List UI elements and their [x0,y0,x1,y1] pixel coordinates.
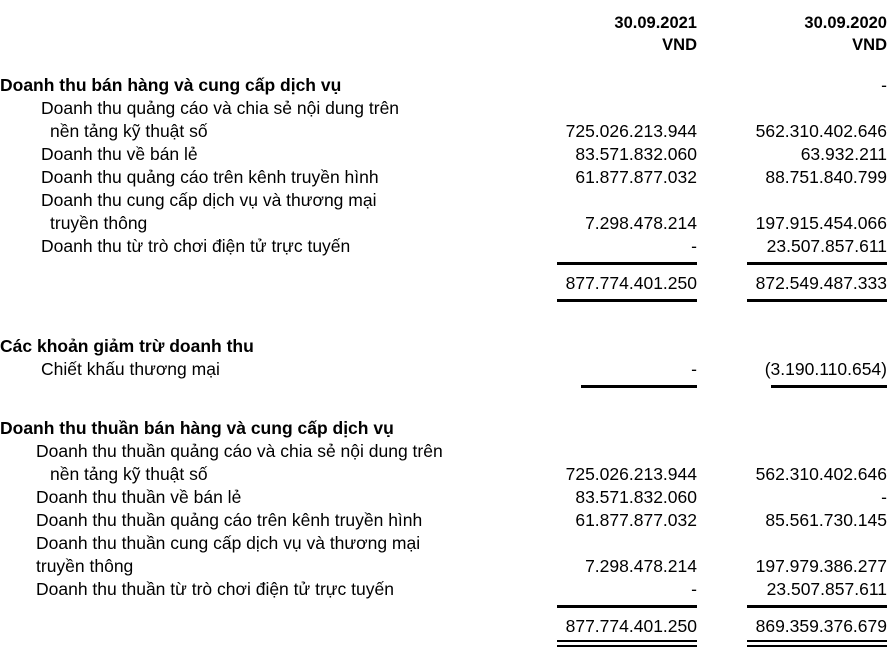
row-value-2021: 725.026.213.944 [565,121,697,141]
row-label-line1: Doanh thu thuần quảng cáo và chia sẻ nội dung trên [36,441,443,461]
horizontal-rule [771,385,887,388]
row-value-2021: - [691,359,697,379]
horizontal-rule [747,605,887,608]
table-row [0,578,887,601]
table-row [0,555,887,578]
row-value-2020: 23.507.857.611 [766,236,887,256]
table-header-units [0,34,887,56]
table-row [0,212,887,235]
row-value-2020: (3.190.110.654) [764,359,887,379]
row-label-line1: Doanh thu cung cấp dịch vụ và thương mại [41,190,377,210]
row-label-line1: Doanh thu thuần quảng cáo trên kênh truyền hình [36,510,423,530]
row-value-2021: 61.877.877.032 [575,510,697,530]
row-value-2021: 725.026.213.944 [565,464,697,484]
table-row [0,166,887,189]
horizontal-rule [581,385,697,388]
section-net-revenue-title: Doanh thu thuần bán hàng và cung cấp dịch vụ [0,418,394,438]
section-net-revenue-title-v1 [507,417,697,440]
double-horizontal-rule [747,640,887,647]
table-row [0,143,887,166]
row-label-line1: Doanh thu thuần từ trò chơi điện tử trực tuyến [36,579,394,599]
total-value-2020: 869.359.376.679 [755,616,887,636]
section-title-row [0,335,887,358]
row-label-line2: nền tảng kỹ thuật số [50,121,208,141]
table-row [0,189,887,212]
row-value-2020: 562.310.402.646 [755,121,887,141]
table-row [0,509,887,532]
table-row [0,486,887,509]
section-gross-revenue-title-v2: - [881,75,887,95]
row-value-2021: 83.571.832.060 [575,487,697,507]
total-value-2020: 872.549.487.333 [755,273,887,293]
spacer-between-sections [0,309,887,335]
section-total-row [0,272,887,295]
row-label-line1: Doanh thu về bán lẻ [41,144,198,164]
header-col2-date: 30.09.2020 [804,14,887,32]
row-label-line2: nền tảng kỹ thuật số [50,464,208,484]
table-row [0,440,887,463]
header-col2-unit: VND [852,36,887,54]
row-label-line1: Doanh thu thuần về bán lẻ [36,487,242,507]
section-title-row [0,74,887,97]
spacer-between-sections [0,395,887,417]
row-value-2020: 197.979.386.277 [755,556,887,576]
subtotal-rule-above [0,258,887,272]
row-value-2020: 63.932.211 [800,144,887,164]
row-value-2021: 83.571.832.060 [575,144,697,164]
table-row [0,235,887,258]
row-value-2021: 7.298.478.214 [585,556,697,576]
row-value-2020: - [881,487,887,507]
spacer-after-header [0,56,887,74]
table-row [0,358,887,381]
section-net-revenue-title-v2 [697,417,887,440]
double-horizontal-rule [557,640,697,647]
section-deductions-title: Các khoản giảm trừ doanh thu [0,336,254,356]
row-value-2021: 7.298.478.214 [585,213,697,233]
row-label-line2: truyền thông [36,556,134,576]
total-value-2021: 877.774.401.250 [565,616,697,636]
header-label-blank [0,12,507,34]
row-value-2021: - [691,579,697,599]
header-col1-date: 30.09.2021 [614,14,697,32]
row-value-2020: 88.751.840.799 [765,167,887,187]
table-row [0,532,887,555]
total-label [0,272,507,295]
row-label-line1: Doanh thu thuần cung cấp dịch vụ và thương mại [36,533,421,553]
section-deductions-title-v2 [697,335,887,358]
row-value-2020: 85.561.730.145 [765,510,887,530]
horizontal-rule [747,262,887,265]
row-label-line1: Chiết khấu thương mại [41,359,220,379]
spacer-top [0,0,887,12]
header-unit-blank [0,34,507,56]
header-col1-unit: VND [662,36,697,54]
grand-total-rule-below-double [0,638,887,652]
deductions-rule-below [0,381,887,395]
row-value-2020: 197.915.454.066 [755,213,887,233]
total-label [0,615,507,638]
section-gross-revenue-title: Doanh thu bán hàng và cung cấp dịch vụ [0,75,342,95]
section-deductions-title-v1 [507,335,697,358]
section-total-row [0,615,887,638]
row-label-line1: Doanh thu quảng cáo trên kênh truyền hình [41,167,379,187]
grand-total-rule-above [0,601,887,615]
subtotal-rule-below [0,295,887,309]
horizontal-rule [557,299,697,302]
table-row [0,120,887,143]
horizontal-rule [557,262,697,265]
table-row [0,463,887,486]
table-row [0,97,887,120]
horizontal-rule [747,299,887,302]
row-value-2020: 23.507.857.611 [766,579,887,599]
row-label-line1: Doanh thu quảng cáo và chia sẻ nội dung trên [41,98,400,118]
horizontal-rule [557,605,697,608]
table-header-dates [0,12,887,34]
row-value-2020: 562.310.402.646 [755,464,887,484]
section-title-row [0,417,887,440]
section-gross-revenue-title-v1 [507,74,697,97]
row-value-2021: 61.877.877.032 [575,167,697,187]
total-value-2021: 877.774.401.250 [565,273,697,293]
row-label-line2: truyền thông [50,213,148,233]
row-label-line1: Doanh thu từ trò chơi điện tử trực tuyến [41,236,351,256]
row-value-2021: - [691,236,697,256]
